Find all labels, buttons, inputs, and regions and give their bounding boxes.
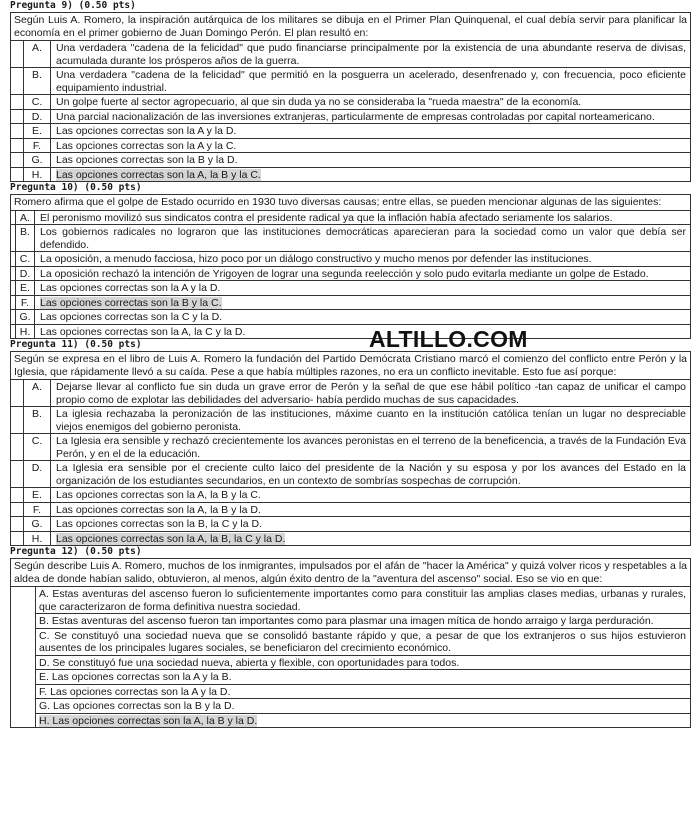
option-h[interactable]	[11, 168, 690, 182]
option-text: G. Las opciones correctas son la B y la D.	[39, 700, 235, 712]
option-letter: D.	[15, 267, 35, 281]
selected-answer-highlight: Las opciones correctas son la A, la B, la C y la D.	[56, 532, 286, 545]
option-g[interactable]	[11, 310, 690, 325]
option-a[interactable]	[11, 211, 690, 226]
option-text: Las opciones correctas son la B, la C y la D.	[56, 518, 263, 530]
option-b[interactable]	[11, 68, 690, 95]
selected-answer-highlight: H. Las opciones correctas son la A, la B y la D.	[39, 714, 258, 727]
option-letter: B.	[15, 225, 35, 251]
option-text: B. Estas aventuras del ascenso fueron tan importantes como para plasmar una imagen mítica de hondo arraigo y larga perduración.	[39, 615, 654, 627]
option-letter: C.	[23, 434, 51, 460]
option-c[interactable]	[11, 252, 690, 267]
option-letter: F.	[23, 503, 51, 517]
option-e[interactable]	[11, 488, 690, 503]
option-text: La Iglesia era sensible por el creciente culto laico del presidente de la Nación y su esposa y por los avances del Estado en la organización de los estudiantes secundarios, en un contexto de sombrías sospechas de corrupción.	[56, 462, 686, 487]
question-11	[0, 339, 700, 546]
question-title: Pregunta 10) (0.50 pts)	[10, 182, 142, 193]
question-10	[0, 182, 700, 339]
question-stem: Según describe Luis A. Romero, muchos de los inmigrantes, impulsados por el afán de "hacer la América" y quizá volver ricos y respetables a la aldea de donde habían salido, obtuvieron, al menos, algún éxito dentro de la "aventura del ascenso" social. Eso se vio en que:	[11, 559, 690, 587]
option-f[interactable]	[35, 685, 690, 700]
question-box	[10, 351, 691, 546]
option-c[interactable]	[11, 434, 690, 461]
option-text: El peronismo movilizó sus sindicatos contra el presidente radical ya que la inflación había afectado seriamente los salarios.	[40, 211, 613, 224]
option-letter: D.	[23, 110, 51, 124]
option-d[interactable]	[11, 110, 690, 125]
option-g[interactable]	[11, 517, 690, 532]
option-text: C. Se constituyó una sociedad nueva que se consolidó bastante rápido y que, a pesar de que los extranjeros o sus hijos estuvieron ausentes de los principales lugares sociales, se beneficiaron del crecimiento económico.	[39, 629, 686, 654]
option-h[interactable]	[11, 325, 690, 339]
option-text: Las opciones correctas son la A y la D.	[40, 282, 221, 294]
option-text: La oposición, a menudo facciosa, hizo poco por un diálogo constructivo y mucho menos por defender las instituciones.	[40, 253, 592, 265]
option-f[interactable]	[11, 503, 690, 518]
option-b[interactable]	[35, 614, 690, 629]
selected-answer-highlight: Las opciones correctas son la B y la C.	[40, 296, 222, 309]
option-h[interactable]	[35, 714, 690, 728]
option-text: A. Estas aventuras del ascenso fueron lo suficientemente importantes como para constituir las amplias clases medias, urbanas y rurales, que caracterizaron de forma definitiva nuestra sociedad.	[39, 588, 686, 613]
option-text: Las opciones correctas son la A y la D.	[56, 125, 237, 137]
question-title: Pregunta 11) (0.50 pts)	[10, 339, 142, 350]
option-a[interactable]	[35, 587, 690, 614]
option-text: La Iglesia era sensible y rechazó crecientemente los avances peronistas en el terreno de la beneficencia, a través de la Fundación Eva Perón, y en el de la educación.	[56, 435, 686, 460]
question-box	[10, 12, 691, 182]
option-h[interactable]	[11, 532, 690, 546]
question-stem: Según Luis A. Romero, la inspiración autárquica de los militares se dibuja en el Primer Plan Quinquenal, el cual debía servir para planificar la economía en el primer gobierno de Juan Domingo Perón. El plan resultó en:	[11, 13, 690, 41]
option-d[interactable]	[35, 656, 690, 671]
option-text: E. Las opciones correctas son la A y la B.	[39, 671, 232, 683]
option-letter: F.	[23, 139, 51, 153]
option-letter: C.	[23, 95, 51, 109]
option-c[interactable]	[35, 629, 690, 656]
question-12	[0, 546, 700, 728]
option-text: Las opciones correctas son la A, la B y la D.	[56, 503, 261, 516]
option-e[interactable]	[35, 670, 690, 685]
question-title: Pregunta 12) (0.50 pts)	[10, 546, 142, 557]
question-title: Pregunta 9) (0.50 pts)	[10, 0, 136, 11]
selected-answer-highlight: Las opciones correctas son la A, la B y la C.	[56, 168, 261, 181]
option-g[interactable]	[35, 699, 690, 714]
option-letter: A.	[23, 380, 51, 406]
option-text: Las opciones correctas son la A, la C y la D.	[40, 325, 246, 338]
option-g[interactable]	[11, 153, 690, 168]
question-9	[0, 0, 700, 182]
question-stem: Romero afirma que el golpe de Estado ocurrido en 1930 tuvo diversas causas; entre ellas, se pueden mencionar algunas de las siguientes:	[11, 195, 690, 211]
question-box	[10, 194, 691, 339]
option-text: Los gobiernos radicales no lograron que las instituciones democráticas aparecieran para la sociedad como un valor que debía ser defendido.	[40, 226, 686, 251]
option-letter: G.	[23, 517, 51, 531]
option-b[interactable]	[11, 225, 690, 252]
question-box	[10, 558, 691, 728]
option-f[interactable]	[11, 296, 690, 311]
option-text	[36, 714, 690, 728]
option-c[interactable]	[11, 95, 690, 110]
option-letter: H.	[23, 532, 51, 546]
option-letter: A.	[15, 211, 35, 225]
option-letter: D.	[23, 461, 51, 487]
option-letter: H.	[23, 168, 51, 182]
option-text: Un golpe fuerte al sector agropecuario, al que sin duda ya no se consideraba la "rueda maestra" de la economía.	[56, 96, 582, 108]
option-letter: H.	[15, 325, 35, 339]
option-d[interactable]	[11, 267, 690, 282]
option-letter: B.	[23, 68, 51, 94]
option-text	[51, 168, 690, 182]
option-e[interactable]	[11, 124, 690, 139]
option-letter: B.	[23, 407, 51, 433]
option-text: Las opciones correctas son la C y la D.	[40, 311, 223, 323]
option-a[interactable]	[11, 380, 690, 407]
question-stem: Según se expresa en el libro de Luis A. Romero la fundación del Partido Demócrata Cristiano marcó el comienzo del conflicto entre Perón y la Iglesia, que rápidamente llevó a su caída. Pese a que había múltiples razones, no era un conflicto inevitable. Esto fue así porque:	[11, 352, 690, 380]
option-text: Una parcial nacionalización de las inversiones extranjeras, particularmente de empresas controladas por capital norteamericano.	[56, 110, 655, 123]
option-letter: G.	[23, 153, 51, 167]
option-text: Las opciones correctas son la A y la C.	[56, 139, 237, 152]
option-letter: E.	[23, 488, 51, 502]
option-letter: F.	[15, 296, 35, 310]
option-text: La iglesia rechazaba la peronización de las instituciones, máxime cuanto en la institución católica tenían un lugar no despreciable viejos enemigos del gobierno peronista.	[56, 408, 686, 433]
option-text: Dejarse llevar al conflicto fue sin duda un grave error de Perón y la señal de que ese hábil político -tan capaz de unificar el campo propio como de explotar las debilidades del adversario- había perdido muchas de sus capacidades.	[56, 381, 686, 406]
option-letter: G.	[15, 310, 35, 324]
option-text	[35, 296, 690, 310]
option-letter: E.	[23, 124, 51, 138]
option-letter: E.	[15, 281, 35, 295]
option-text	[51, 532, 690, 546]
watermark: ALTILLO.COM	[369, 326, 528, 352]
option-letter: A.	[23, 41, 51, 67]
option-letter: C.	[15, 252, 35, 266]
option-b[interactable]	[11, 407, 690, 434]
option-text: Una verdadera "cadena de la felicidad" que pudo financiarse principalmente por la existencia de una abundante reserva de divisas, acumulada durante los prósperos años de la guerra.	[56, 42, 686, 67]
option-text: La oposición rechazó la intención de Yrigoyen de lograr una segunda reelección y solo pudo evitarla mediante un golpe de Estado.	[40, 267, 649, 280]
option-text: F. Las opciones correctas son la A y la D.	[39, 685, 231, 698]
option-e[interactable]	[11, 281, 690, 296]
option-text: D. Se constituyó fue una sociedad nueva, abierta y flexible, con oportunidades para todos.	[39, 656, 460, 669]
option-f[interactable]	[11, 139, 690, 154]
option-text: Una verdadera "cadena de la felicidad" que permitió en la posguerra un acelerado, desenfrenado y, con frecuencia, poco eficiente equipamiento industrial.	[56, 69, 686, 94]
option-d[interactable]	[11, 461, 690, 488]
option-a[interactable]	[11, 41, 690, 68]
option-text: Las opciones correctas son la A, la B y la C.	[56, 489, 261, 501]
option-text: Las opciones correctas son la B y la D.	[56, 154, 238, 166]
